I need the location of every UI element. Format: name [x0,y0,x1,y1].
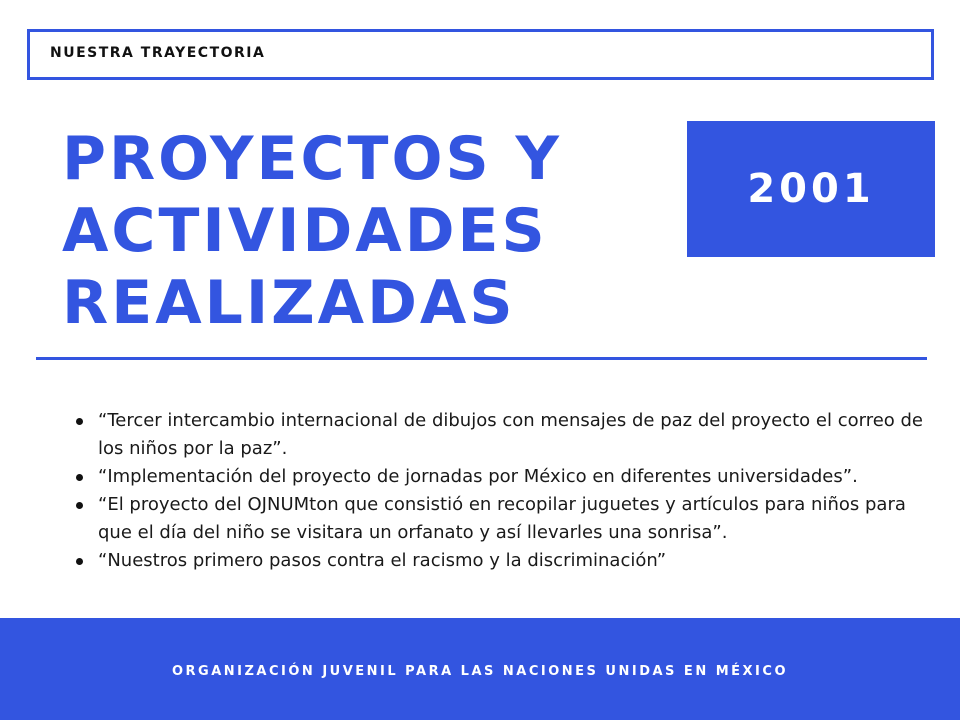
section-header-box [27,29,934,80]
bullet-icon [76,418,83,425]
section-label: NUESTRA TRAYECTORIA [50,45,266,61]
list-item-text: “Tercer intercambio internacional de dibujos con mensajes de paz del proyecto el correo de los niños por la paz”. [98,410,924,459]
list-item-text: “El proyecto del OJNUMton que consistió en recopilar juguetes y artículos para niños para que el día del niño se visitara un orfanato y así llevarles una sonrisa”. [98,494,906,543]
list-item [70,407,940,463]
bullet-icon [76,474,83,481]
title-line: REALIZADAS [62,268,516,338]
divider-line [36,357,927,360]
list-item-text: “Nuestros primero pasos contra el racismo y la discriminación” [98,550,667,571]
page-title [62,123,562,339]
activity-list [70,407,940,575]
footer-bar [0,618,960,720]
list-item [70,463,940,491]
list-item-text: “Implementación del proyecto de jornadas por México en diferentes universidades”. [98,466,858,487]
title-line: ACTIVIDADES [62,196,548,266]
bullet-icon [76,558,83,565]
year-text: 2001 [747,166,875,212]
list-item [70,491,940,547]
footer-organization-name: ORGANIZACIÓN JUVENIL PARA LAS NACIONES UNIDAS EN MÉXICO [171,663,788,679]
title-line: PROYECTOS Y [62,124,562,194]
year-badge [687,121,935,257]
bullet-icon [76,502,83,509]
list-item [70,547,940,575]
